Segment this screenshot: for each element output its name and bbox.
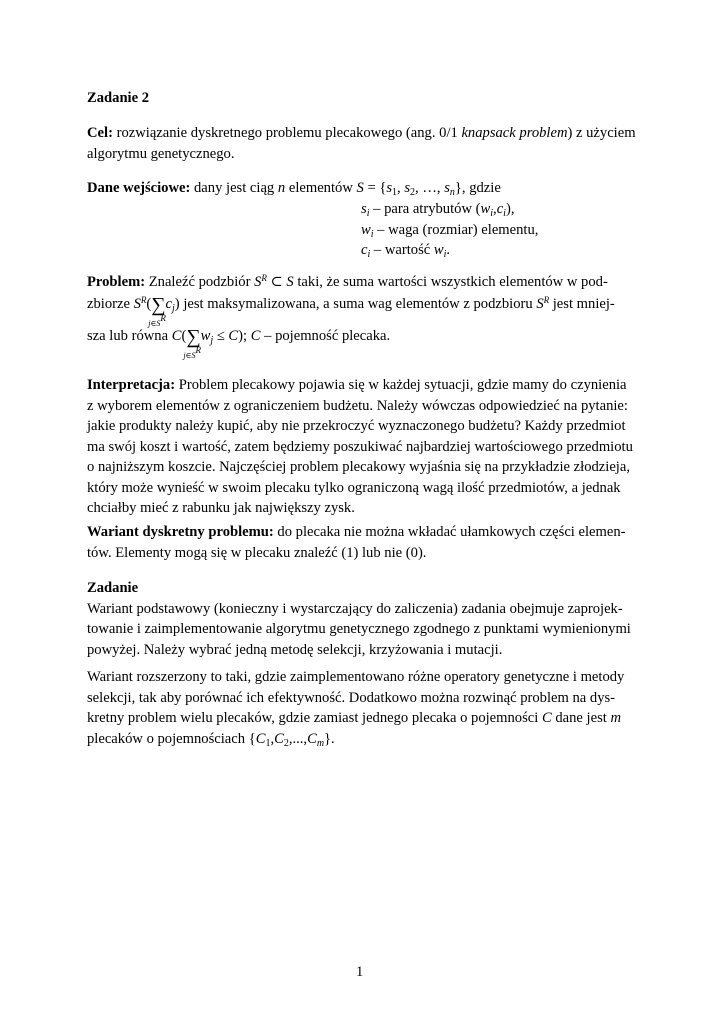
section-zadanie: Zadanie Wariant podstawowy (konieczny i wystarczający do zaliczenia) zadania obejmuje zaprojek- towanie i zaimplementowanie algorytmu genetycznego zgodnego z punktami wymienionymi powyżej. Należy wybrać jedną metodę selekcji, krzyżowania i mutacji. — [87, 580, 631, 658]
page-title: Zadanie 2 — [87, 90, 150, 106]
section-cel: Cel: rozwiązanie dyskretnego problemu plecakowego (ang. 0/1 knapsack problem) z użyciem algorytmu genetycznego. — [87, 125, 636, 162]
definition-line: $c_i$ – wartość $w_i$. — [361, 242, 451, 260]
section-dane: Dane wejściowe: dany jest ciąg n elementów $S = \{s_1$, $s_2$, …, $s_n$}, gdzie — [87, 180, 501, 198]
problem-line-2: zbiorze $S^R(\sum$ $j\in S^R$ $c_j$) jest maksymalizowana, a suma wag elementów z podzbioru $S^R$ jest mniej- — [87, 294, 615, 328]
dane-definitions — [361, 199, 538, 261]
definition-line: $w_i$ – waga (rozmiar) elementu, — [361, 221, 539, 240]
definition-line: $s_i$ – para atrybutów $(w_i,c_i)$, — [361, 201, 515, 219]
section-wariant: Wariant dyskretny problemu: do plecaka nie można wkładać ułamkowych części elemen- tów. Elementy mogą się w plecaku znaleźć (1) lub nie (0). — [87, 524, 626, 561]
section-interpretacja: Interpretacja: Problem plecakowy pojawia się w każdej sytuacji, gdzie mamy do czynienia z wyborem elementów z ograniczeniem budżetu. Należy wówczas odpowiedzieć na pytanie: jakie produkty należy kupić, aby nie przekroczyć wyznaczonego budżetu? Każdy przedmiot ma swój koszt i wartość, zatem będziemy poszukiwać najbardziej wartościowego przedmiotu o najniższym koszcie. Najczęściej problem plecakowy wyjaśnia się na przykładzie złodzieja, który może wynieść w swoim plecaku tylko ograniczoną wagą ilość przedmiotów, a jednak chciałby mieć z rabunku jak największy zysk. — [87, 377, 633, 516]
zadanie-heading: Zadanie — [87, 580, 139, 596]
problem-line-1: Problem: Znaleźć podzbiór $S^R$ ⊂ S taki, że suma wartości wszystkich elementów w pod- — [87, 273, 608, 290]
page-number: 1 — [356, 964, 364, 980]
section-zadanie-extended: Wariant rozszerzony to taki, gdzie zaimplementowano różne operatory genetyczne i metody selekcji, tak aby porównać ich efektywność. Dodatkowo można rozwinąć problem na dys- kretny problem wielu plecaków, gdzie zamiast jednego plecaka o pojemności C dane jest m plecaków o pojemnościach $\{C_1,C_2,...,C_m\}$. — [87, 669, 625, 749]
problem-line-3: sza lub równa C(∑ $j\in S^R$ $w_j \le C$); C – pojemność plecaka. — [87, 326, 391, 360]
